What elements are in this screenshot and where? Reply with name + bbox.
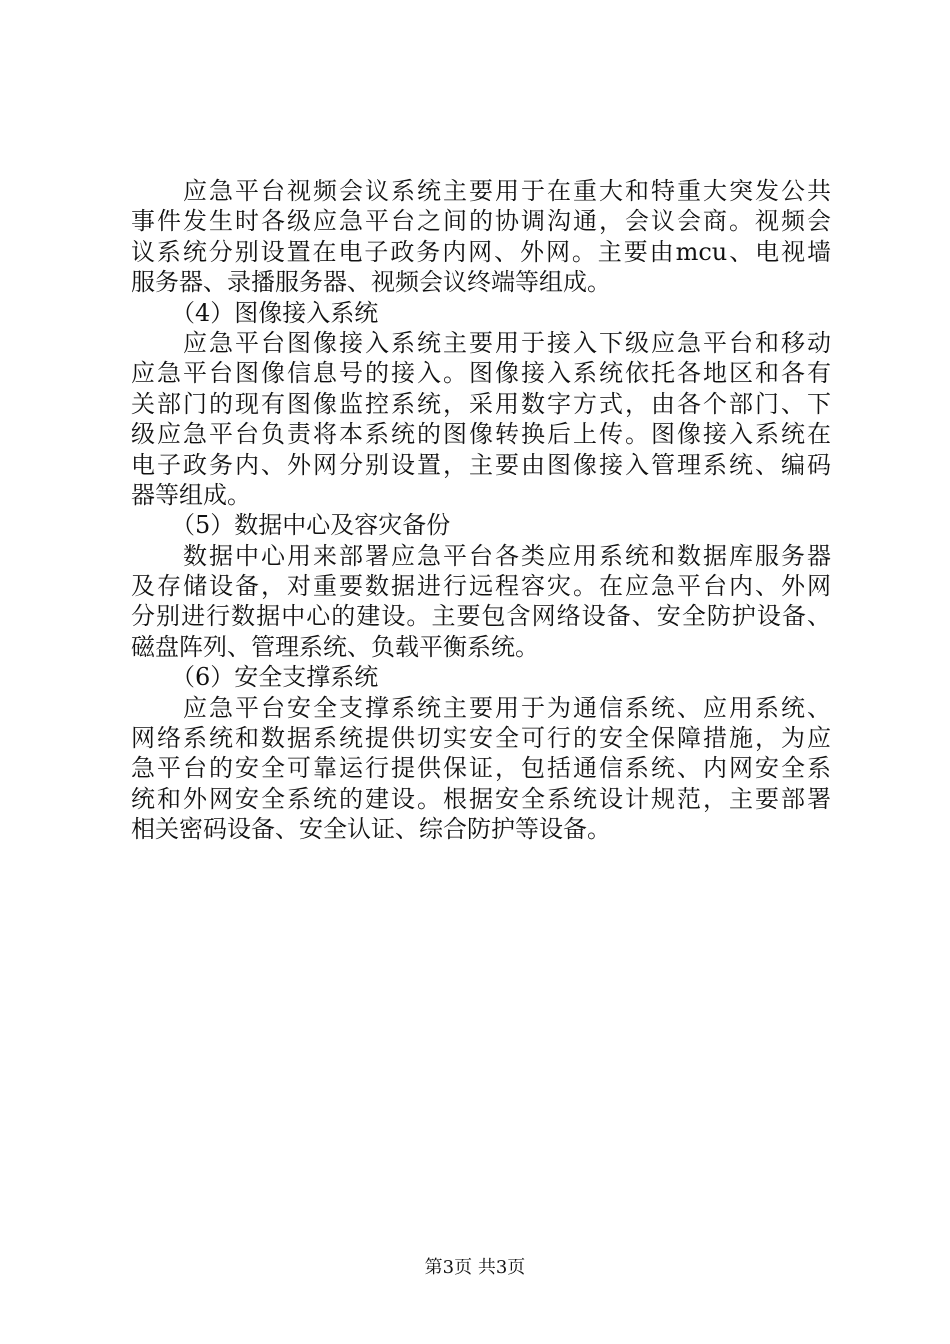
- paragraph-line: 电子政务内、外网分别设置，主要由图像接入管理系统、编码: [131, 450, 831, 479]
- paragraph-line: 急平台的安全可靠运行提供保证，包括通信系统、内网安全系: [131, 754, 831, 783]
- section-heading-security-support: （6）安全支撑系统: [171, 663, 379, 692]
- paragraph-line: 磁盘阵列、管理系统、负载平衡系统。: [131, 632, 539, 661]
- paragraph-line: 关部门的现有图像监控系统，采用数字方式，由各个部门、下: [131, 389, 831, 418]
- paragraph-line: 级应急平台负责将本系统的图像转换后上传。图像接入系统在: [131, 420, 831, 449]
- paragraph-line: 应急平台视频会议系统主要用于在重大和特重大突发公共: [183, 177, 831, 205]
- paragraph-line: 数据中心用来部署应急平台各类应用系统和数据库服务器: [183, 541, 831, 570]
- document-body: [131, 176, 831, 845]
- paragraph-line: 服务器、录播服务器、视频会议终端等组成。: [131, 268, 611, 297]
- paragraph-line: 应急平台图像接入系统主要用于接入下级应急平台和移动: [183, 328, 831, 357]
- section-heading-data-center: （5）数据中心及容灾备份: [171, 511, 451, 540]
- page-number-footer: 第3页 共3页: [424, 1257, 526, 1278]
- paragraph-line: 分别进行数据中心的建设。主要包含网络设备、安全防护设备、: [131, 602, 831, 631]
- section-heading-image-access: （4）图像接入系统: [171, 298, 379, 327]
- paragraph-image-access: [131, 328, 831, 510]
- paragraph-line: 相关密码设备、安全认证、综合防护等设备。: [131, 815, 611, 844]
- paragraph-line: 议系统分别设置在电子政务内网、外网。主要由mcu、电视墙: [131, 237, 831, 266]
- paragraph-line: 网络系统和数据系统提供切实安全可行的安全保障措施，为应: [131, 724, 831, 753]
- paragraph-security-support: [131, 693, 831, 845]
- paragraph-line: 事件发生时各级应急平台之间的协调沟通，会议会商。视频会: [131, 207, 831, 236]
- paragraph-line: 及存储设备，对重要数据进行远程容灾。在应急平台内、外网: [131, 572, 831, 601]
- paragraph-line: 器等组成。: [131, 480, 251, 509]
- paragraph-line: 应急平台图像信息号的接入。图像接入系统依托各地区和各有: [131, 359, 831, 388]
- paragraph-line: 统和外网安全系统的建设。根据安全系统设计规范，主要部署: [131, 784, 831, 813]
- paragraph-line: 应急平台安全支撑系统主要用于为通信系统、应用系统、: [183, 693, 831, 722]
- paragraph-data-center: [131, 541, 831, 663]
- paragraph-video-conference: [131, 176, 831, 298]
